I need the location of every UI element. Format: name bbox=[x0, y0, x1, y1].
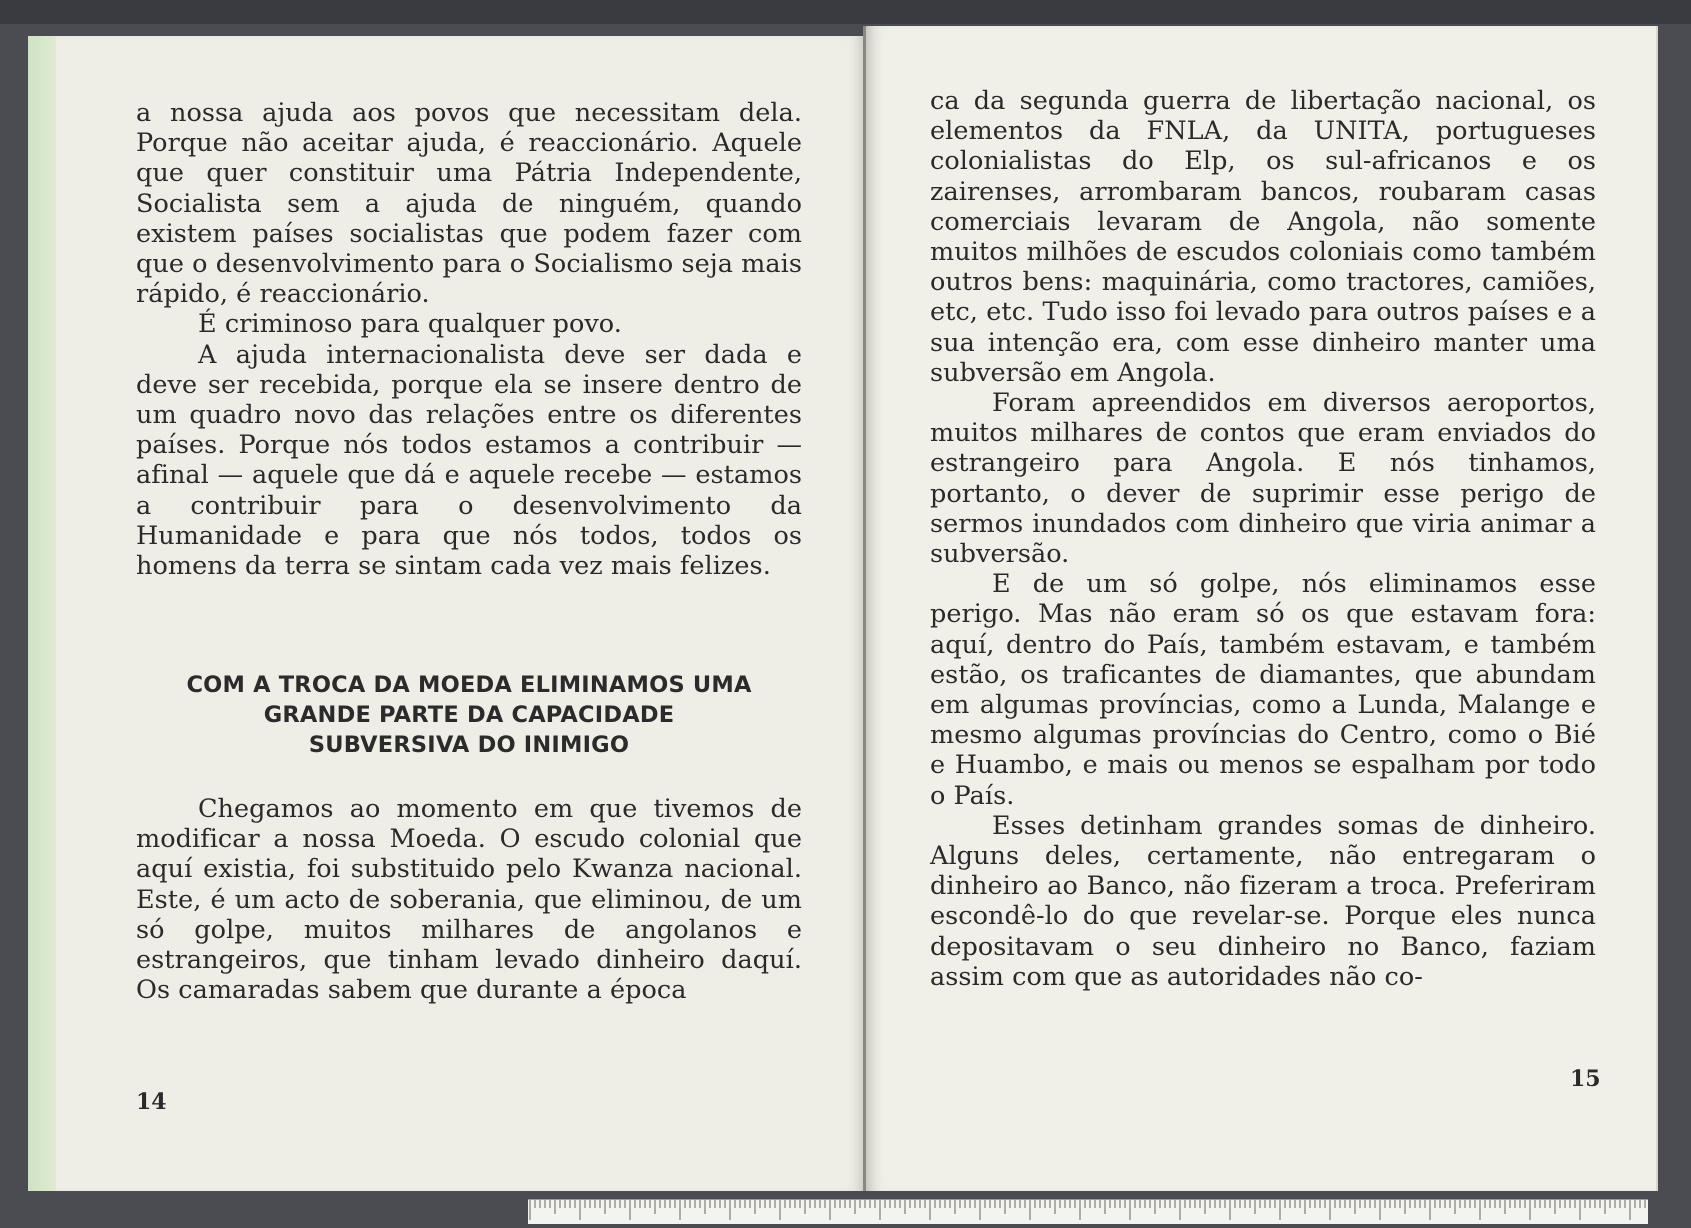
scale-ruler bbox=[528, 1199, 1648, 1224]
left-page-text-top bbox=[136, 98, 802, 581]
right-page-text bbox=[930, 86, 1596, 992]
section-heading bbox=[136, 670, 802, 760]
right-paragraph-3: E de um só golpe, nós eliminamos esse perigo. Mas não eram só os que estavam fora: aquí, dentro do País, também estavam, e também estão, os traficantes de diamantes, que abundam em algumas províncias, como a Lunda, Malange e mesmo algumas províncias do Centro, como o Bié e Huambo, e mais ou menos se espalham por todo o País. bbox=[930, 569, 1596, 811]
left-section-paragraph: Chegamos ao momento em que tivemos de modificar a nossa Moeda. O escudo colonial que aquí existia, foi substituido pelo Kwanza nacional. Este, é um acto de soberania, que eliminou, de um só golpe, muitos milhares de angolanos e estrangeiros, que tinham levado dinheiro daquí. Os camaradas sabem que durante a época bbox=[136, 794, 802, 1006]
left-page bbox=[56, 36, 866, 1191]
page-number-right: 15 bbox=[1570, 1066, 1601, 1092]
left-paragraph-1: a nossa ajuda aos povos que necessitam dela. Porque não aceitar ajuda, é reaccionário. Aquele que quer constituir uma Pátria Independente, Socialista sem a ajuda de ninguém, quando existem países socialistas que podem fazer com que o desenvolvimento para o Socialismo seja mais rápido, é reaccionário. bbox=[136, 98, 802, 310]
left-paragraph-2: É criminoso para qualquer povo. bbox=[198, 309, 622, 340]
section-heading-line-2: GRANDE PARTE DA CAPACIDADE bbox=[263, 702, 675, 728]
right-paragraph-4: Esses detinham grandes somas de dinheiro. Alguns deles, certamente, não entregaram o dinheiro ao Banco, não fizeram a troca. Preferiram escondê-lo do que revelar-se. Porque eles nunca depositavam o seu dinheiro no Banco, faziam assim com que as autoridades não co- bbox=[930, 810, 1596, 992]
left-page-text-bottom bbox=[136, 794, 802, 1005]
right-page bbox=[866, 26, 1656, 1191]
page-number-left: 14 bbox=[136, 1089, 167, 1115]
section-heading-line-3: SUBVERSIVA DO INIMIGO bbox=[308, 732, 630, 758]
section-heading-line-1: COM A TROCA DA MOEDA ELIMINAMOS UMA bbox=[186, 672, 752, 698]
right-paragraph-1: ca da segunda guerra de libertação nacional, os elementos da FNLA, da UNITA, portugueses colonialistas do Elp, os sul-africanos e os zairenses, arrombaram bancos, roubaram casas comerciais levaram de Angola, não somente muitos milhões de escudos coloniais como também outros bens: maquinária, como tractores, camiões, etc, etc. Tudo isso foi levado para outros países e a sua intenção era, com esse dinheiro manter uma subversão em Angola. bbox=[930, 86, 1596, 388]
right-paragraph-2: Foram apreendidos em diversos aeroportos, muitos milhares de contos que eram enviados do estrangeiro para Angola. E nós tinhamos, portanto, o dever de suprimir esse perigo de sermos inundados com dinheiro que viria animar a subversão. bbox=[930, 388, 1596, 570]
left-paragraph-3: A ajuda internacionalista deve ser dada e deve ser recebida, porque ela se insere dentro de um quadro novo das relações entre os diferentes países. Porque nós todos estamos a contribuir — afinal — aquele que dá e aquele recebe — estamos a contribuir para o desenvolvimento da Humanidade e para que nós todos, todos os homens da terra se sintam cada vez mais felizes. bbox=[136, 339, 802, 582]
ruler-ticks bbox=[528, 1200, 1648, 1224]
